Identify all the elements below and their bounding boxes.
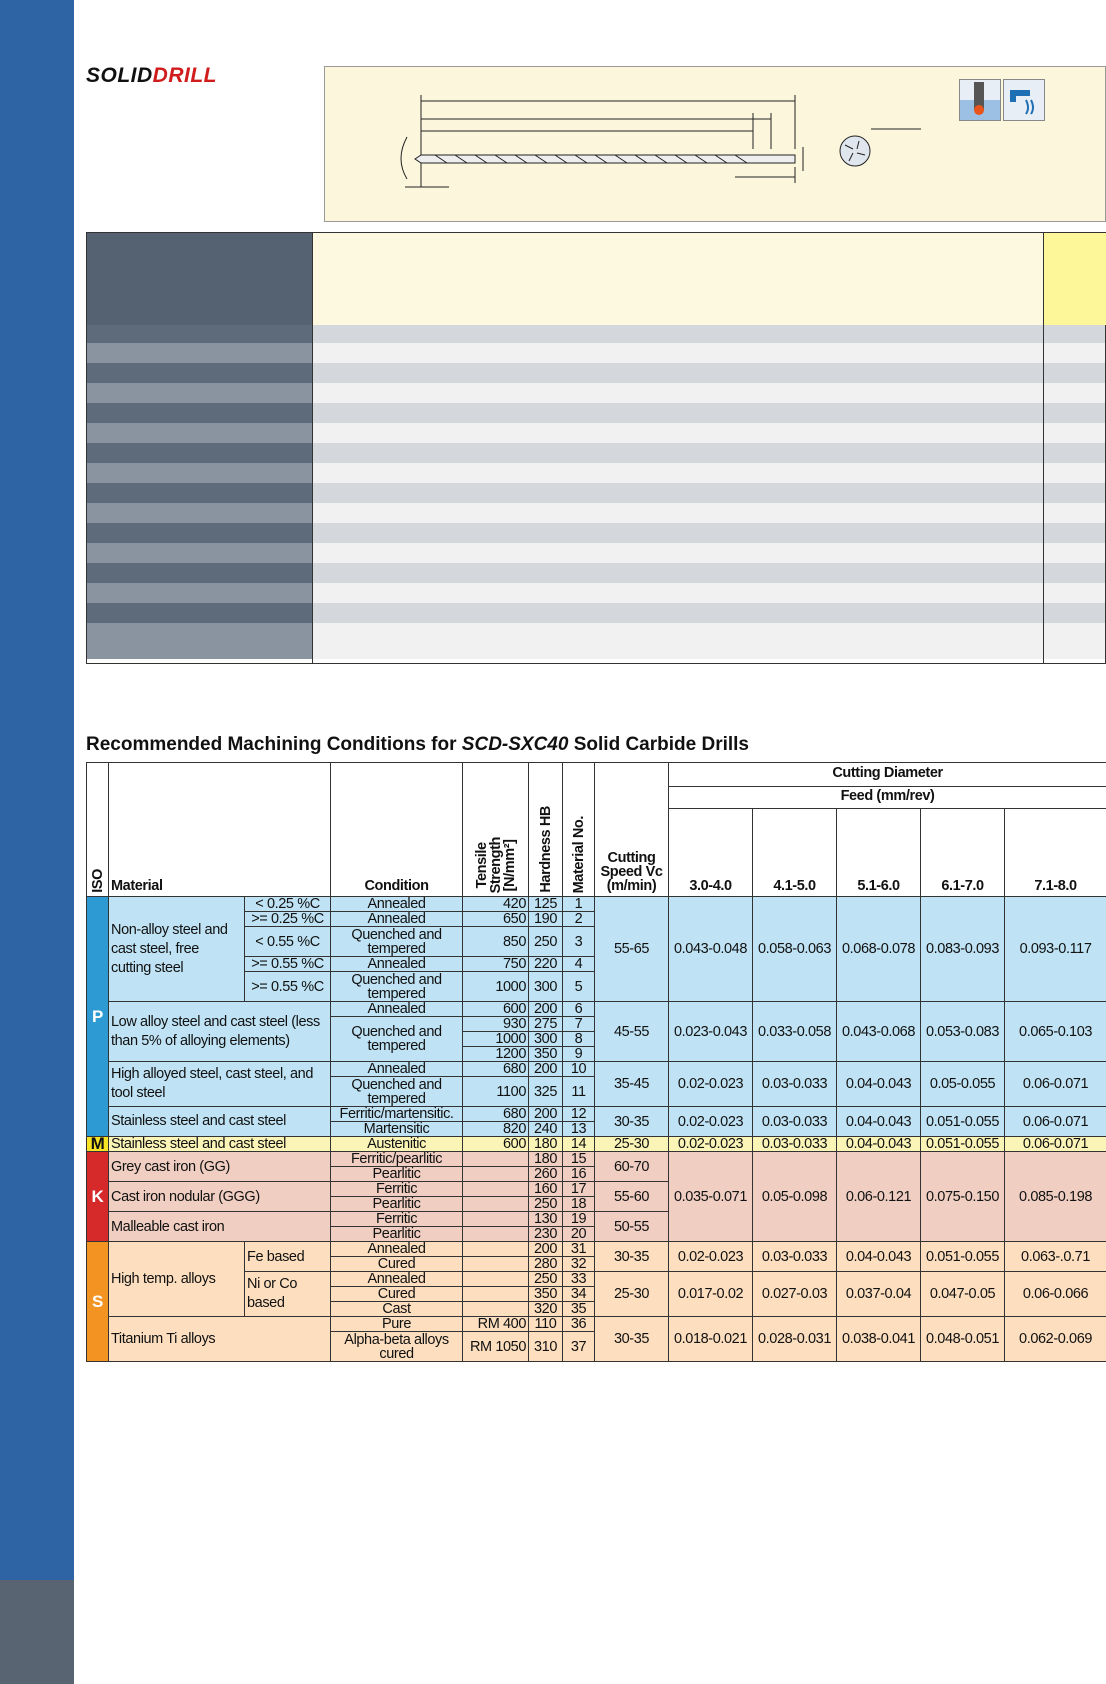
condition-cell: Annealed bbox=[331, 957, 463, 972]
condition-cell: Pearlitic bbox=[331, 1167, 463, 1182]
iso-group-s: S bbox=[87, 1242, 109, 1362]
header-condition: Condition bbox=[331, 763, 463, 897]
header-diameter-5: 7.1-8.0 bbox=[1005, 809, 1106, 897]
material-no-cell: 9 bbox=[563, 1047, 595, 1062]
condition-cell: Annealed bbox=[331, 912, 463, 927]
spec-table-row bbox=[87, 403, 1105, 423]
feed-cell: 0.03-0.033 bbox=[753, 1107, 837, 1137]
tensile-cell: 1000 bbox=[463, 972, 529, 1002]
feed-cell: 0.043-0.048 bbox=[669, 897, 753, 1002]
condition-cell: Annealed bbox=[331, 1062, 463, 1077]
material-no-cell: 17 bbox=[563, 1182, 595, 1197]
cutting-speed-cell: 55-65 bbox=[595, 897, 669, 1002]
side-footer-band bbox=[0, 1580, 74, 1684]
material-titanium-alloys: Titanium Ti alloys bbox=[109, 1317, 331, 1362]
material-no-cell: 16 bbox=[563, 1167, 595, 1182]
hardness-cell: 320 bbox=[529, 1302, 563, 1317]
header-diameter-2: 4.1-5.0 bbox=[753, 809, 837, 897]
tensile-cell: 750 bbox=[463, 957, 529, 972]
tensile-cell bbox=[463, 1257, 529, 1272]
feed-cell: 0.05-0.055 bbox=[921, 1062, 1005, 1107]
spec-table-row bbox=[87, 483, 1105, 503]
feed-cell: 0.023-0.043 bbox=[669, 1002, 753, 1062]
hardness-cell: 275 bbox=[529, 1017, 563, 1032]
coolant-through-tool-icon bbox=[959, 79, 1001, 121]
condition-cell: Annealed bbox=[331, 1002, 463, 1017]
material-no-cell: 12 bbox=[563, 1107, 595, 1122]
table-row bbox=[87, 1317, 1106, 1332]
feed-cell: 0.06-0.071 bbox=[1005, 1137, 1106, 1152]
tensile-cell: 650 bbox=[463, 912, 529, 927]
condition-cell: Quenched and tempered bbox=[331, 927, 463, 957]
material-no-cell: 34 bbox=[563, 1287, 595, 1302]
material-malleable-cast-iron: Malleable cast iron bbox=[109, 1212, 331, 1242]
spec-table-row bbox=[87, 523, 1105, 543]
iso-group-m: M bbox=[87, 1137, 109, 1152]
tensile-cell: 930 bbox=[463, 1017, 529, 1032]
hardness-cell: 325 bbox=[529, 1077, 563, 1107]
feed-cell: 0.048-0.051 bbox=[921, 1317, 1005, 1362]
spec-header-left bbox=[87, 233, 312, 325]
tensile-cell: 850 bbox=[463, 927, 529, 957]
tensile-cell bbox=[463, 1152, 529, 1167]
cutting-speed-cell: 30-35 bbox=[595, 1242, 669, 1272]
feed-cell: 0.093-0.117 bbox=[1005, 897, 1106, 1002]
feed-cell: 0.018-0.021 bbox=[669, 1317, 753, 1362]
table-row bbox=[87, 1062, 1106, 1077]
specification-table-frame bbox=[86, 232, 1106, 664]
spec-header-middle bbox=[312, 233, 1043, 325]
condition-cell: Cured bbox=[331, 1257, 463, 1272]
material-stainless-austenitic: Stainless steel and cast steel bbox=[109, 1137, 331, 1152]
material-no-cell: 4 bbox=[563, 957, 595, 972]
tensile-cell: 1200 bbox=[463, 1047, 529, 1062]
hardness-cell: 200 bbox=[529, 1062, 563, 1077]
spec-header-right bbox=[1043, 233, 1106, 325]
spec-table-row bbox=[87, 325, 1105, 343]
condition-cell: Annealed bbox=[331, 897, 463, 912]
hardness-cell: 180 bbox=[529, 1152, 563, 1167]
cutting-speed-cell: 30-35 bbox=[595, 1107, 669, 1137]
condition-cell: Ferritic/martensitic. bbox=[331, 1107, 463, 1122]
material-nonalloy: Non-alloy steel and cast steel, free cutting steel bbox=[109, 897, 245, 1002]
hardness-cell: 350 bbox=[529, 1287, 563, 1302]
title-suffix: Solid Carbide Drills bbox=[568, 734, 749, 755]
feed-cell: 0.03-0.033 bbox=[753, 1137, 837, 1152]
side-color-band bbox=[0, 0, 74, 1580]
condition-cell: Ferritic bbox=[331, 1212, 463, 1227]
hardness-cell: 250 bbox=[529, 1272, 563, 1287]
material-no-cell: 18 bbox=[563, 1197, 595, 1212]
feed-cell: 0.038-0.041 bbox=[837, 1317, 921, 1362]
hardness-cell: 125 bbox=[529, 897, 563, 912]
feed-cell: 0.053-0.083 bbox=[921, 1002, 1005, 1062]
cutting-speed-cell: 25-30 bbox=[595, 1272, 669, 1317]
condition-cell: Pearlitic bbox=[331, 1197, 463, 1212]
cutting-speed-cell: 30-35 bbox=[595, 1317, 669, 1362]
title-product: SCD-SXC40 bbox=[461, 734, 569, 755]
cutting-speed-cell: 45-55 bbox=[595, 1002, 669, 1062]
feed-cell: 0.04-0.043 bbox=[837, 1137, 921, 1152]
tensile-cell bbox=[463, 1182, 529, 1197]
hardness-cell: 250 bbox=[529, 1197, 563, 1212]
material-no-cell: 11 bbox=[563, 1077, 595, 1107]
feed-cell: 0.027-0.03 bbox=[753, 1272, 837, 1317]
cutting-speed-cell: 50-55 bbox=[595, 1212, 669, 1242]
hardness-cell: 200 bbox=[529, 1107, 563, 1122]
spec-table-row bbox=[87, 503, 1105, 523]
hardness-cell: 110 bbox=[529, 1317, 563, 1332]
table-row bbox=[87, 1152, 1106, 1167]
material-no-cell: 8 bbox=[563, 1032, 595, 1047]
material-ni-co-based: Ni or Co based bbox=[245, 1272, 331, 1317]
feed-cell: 0.062-0.069 bbox=[1005, 1317, 1106, 1362]
feed-cell: 0.058-0.063 bbox=[753, 897, 837, 1002]
material-no-cell: 7 bbox=[563, 1017, 595, 1032]
material-no-cell: 32 bbox=[563, 1257, 595, 1272]
feed-cell: 0.075-0.150 bbox=[921, 1152, 1005, 1242]
feed-cell: 0.06-0.071 bbox=[1005, 1062, 1106, 1107]
condition-cell: Martensitic bbox=[331, 1122, 463, 1137]
spec-table-row bbox=[87, 363, 1105, 383]
material-no-cell: 3 bbox=[563, 927, 595, 957]
tensile-cell bbox=[463, 1272, 529, 1287]
spec-table-row bbox=[87, 343, 1105, 363]
feed-cell: 0.085-0.198 bbox=[1005, 1152, 1106, 1242]
material-no-cell: 5 bbox=[563, 972, 595, 1002]
header-feed: Feed (mm/rev) bbox=[669, 787, 1106, 809]
feed-cell: 0.047-0.05 bbox=[921, 1272, 1005, 1317]
coolant-external-icon bbox=[1003, 79, 1045, 121]
header-hardness: Hardness HB bbox=[529, 763, 563, 897]
feed-cell: 0.04-0.043 bbox=[837, 1242, 921, 1272]
material-no-cell: 33 bbox=[563, 1272, 595, 1287]
material-no-cell: 31 bbox=[563, 1242, 595, 1257]
spec-table-row bbox=[87, 443, 1105, 463]
feed-cell: 0.06-0.066 bbox=[1005, 1272, 1106, 1317]
table-row bbox=[87, 1242, 1106, 1257]
material-grey-cast-iron: Grey cast iron (GG) bbox=[109, 1152, 331, 1182]
hardness-cell: 260 bbox=[529, 1167, 563, 1182]
feed-cell: 0.068-0.078 bbox=[837, 897, 921, 1002]
tensile-cell bbox=[463, 1287, 529, 1302]
feed-cell: 0.035-0.071 bbox=[669, 1152, 753, 1242]
hardness-cell: 280 bbox=[529, 1257, 563, 1272]
feed-cell: 0.02-0.023 bbox=[669, 1107, 753, 1137]
condition-cell: Pearlitic bbox=[331, 1227, 463, 1242]
condition-cell: Cured bbox=[331, 1287, 463, 1302]
carbon-content: >= 0.25 %C bbox=[245, 912, 331, 927]
brand-logo-part2: DRILL bbox=[152, 64, 217, 87]
hardness-cell: 220 bbox=[529, 957, 563, 972]
hardness-cell: 240 bbox=[529, 1122, 563, 1137]
spec-table-row bbox=[87, 603, 1105, 623]
header-cutting-diameter: Cutting Diameter bbox=[669, 763, 1106, 787]
carbon-content: >= 0.55 %C bbox=[245, 957, 331, 972]
feed-cell: 0.017-0.02 bbox=[669, 1272, 753, 1317]
material-no-cell: 13 bbox=[563, 1122, 595, 1137]
feed-cell: 0.04-0.043 bbox=[837, 1062, 921, 1107]
tensile-cell: RM 1050 bbox=[463, 1332, 529, 1362]
condition-cell: Quenched and tempered bbox=[331, 1017, 463, 1062]
machining-conditions-table bbox=[86, 762, 1106, 1362]
feed-cell: 0.043-0.068 bbox=[837, 1002, 921, 1062]
condition-cell: Quenched and tempered bbox=[331, 1077, 463, 1107]
hardness-cell: 160 bbox=[529, 1182, 563, 1197]
page-title bbox=[86, 734, 749, 756]
tensile-cell bbox=[463, 1212, 529, 1227]
feed-cell: 0.02-0.023 bbox=[669, 1242, 753, 1272]
brand-logo-part1: SOLID bbox=[86, 64, 153, 87]
header-cutting-speed: Cutting Speed Vc (m/min) bbox=[595, 763, 669, 897]
brand-logo bbox=[86, 64, 217, 88]
tensile-cell: 680 bbox=[463, 1107, 529, 1122]
material-nodular-cast-iron: Cast iron nodular (GGG) bbox=[109, 1182, 331, 1212]
material-no-cell: 14 bbox=[563, 1137, 595, 1152]
condition-cell: Austenitic bbox=[331, 1137, 463, 1152]
material-no-cell: 15 bbox=[563, 1152, 595, 1167]
material-fe-based: Fe based bbox=[245, 1242, 331, 1272]
cutting-speed-cell: 25-30 bbox=[595, 1137, 669, 1152]
hardness-cell: 190 bbox=[529, 912, 563, 927]
table-row bbox=[87, 1137, 1106, 1152]
feed-cell: 0.03-0.033 bbox=[753, 1062, 837, 1107]
header-diameter-1: 3.0-4.0 bbox=[669, 809, 753, 897]
feed-cell: 0.051-0.055 bbox=[921, 1242, 1005, 1272]
header-diameter-3: 5.1-6.0 bbox=[837, 809, 921, 897]
hardness-cell: 200 bbox=[529, 1002, 563, 1017]
condition-cell: Ferritic bbox=[331, 1182, 463, 1197]
tensile-cell bbox=[463, 1302, 529, 1317]
hardness-cell: 350 bbox=[529, 1047, 563, 1062]
condition-cell: Quenched and tempered bbox=[331, 972, 463, 1002]
feed-cell: 0.051-0.055 bbox=[921, 1107, 1005, 1137]
feed-cell: 0.083-0.093 bbox=[921, 897, 1005, 1002]
spec-table-row bbox=[87, 563, 1105, 583]
feed-cell: 0.03-0.033 bbox=[753, 1242, 837, 1272]
material-no-cell: 37 bbox=[563, 1332, 595, 1362]
spec-table-row bbox=[87, 623, 1105, 659]
material-no-cell: 36 bbox=[563, 1317, 595, 1332]
material-no-cell: 1 bbox=[563, 897, 595, 912]
condition-cell: Annealed bbox=[331, 1272, 463, 1287]
tensile-cell: 1000 bbox=[463, 1032, 529, 1047]
header-material-no: Material No. bbox=[563, 763, 595, 897]
feed-cell: 0.05-0.098 bbox=[753, 1152, 837, 1242]
feed-cell: 0.02-0.023 bbox=[669, 1062, 753, 1107]
iso-group-k: K bbox=[87, 1152, 109, 1242]
title-prefix: Recommended Machining Conditions for bbox=[86, 734, 462, 755]
tensile-cell: RM 400 bbox=[463, 1317, 529, 1332]
table-row bbox=[87, 1107, 1106, 1122]
feed-cell: 0.063-.0.71 bbox=[1005, 1242, 1106, 1272]
condition-cell: Cast bbox=[331, 1302, 463, 1317]
spec-table-row bbox=[87, 383, 1105, 403]
hardness-cell: 200 bbox=[529, 1242, 563, 1257]
cutting-speed-cell: 35-45 bbox=[595, 1062, 669, 1107]
material-no-cell: 2 bbox=[563, 912, 595, 927]
cutting-speed-cell: 60-70 bbox=[595, 1152, 669, 1182]
spec-table-row bbox=[87, 543, 1105, 563]
condition-cell: Pure bbox=[331, 1317, 463, 1332]
tensile-cell: 1100 bbox=[463, 1077, 529, 1107]
table-row bbox=[87, 897, 1106, 912]
material-highalloy: High alloyed steel, cast steel, and tool steel bbox=[109, 1062, 331, 1107]
condition-cell: Alpha-beta alloys cured bbox=[331, 1332, 463, 1362]
feed-cell: 0.02-0.023 bbox=[669, 1137, 753, 1152]
tensile-cell: 820 bbox=[463, 1122, 529, 1137]
material-no-cell: 35 bbox=[563, 1302, 595, 1317]
header-iso: ISO bbox=[87, 763, 109, 897]
tensile-cell: 600 bbox=[463, 1137, 529, 1152]
feed-cell: 0.033-0.058 bbox=[753, 1002, 837, 1062]
hardness-cell: 250 bbox=[529, 927, 563, 957]
material-no-cell: 20 bbox=[563, 1227, 595, 1242]
material-lowalloy: Low alloy steel and cast steel (less than 5% of alloying elements) bbox=[109, 1002, 331, 1062]
hardness-cell: 130 bbox=[529, 1212, 563, 1227]
feed-cell: 0.051-0.055 bbox=[921, 1137, 1005, 1152]
tensile-cell: 680 bbox=[463, 1062, 529, 1077]
tensile-cell bbox=[463, 1197, 529, 1212]
material-no-cell: 10 bbox=[563, 1062, 595, 1077]
header-material: Material bbox=[109, 763, 331, 897]
feed-cell: 0.065-0.103 bbox=[1005, 1002, 1106, 1062]
carbon-content: < 0.25 %C bbox=[245, 897, 331, 912]
feed-cell: 0.037-0.04 bbox=[837, 1272, 921, 1317]
hardness-cell: 300 bbox=[529, 1032, 563, 1047]
header-tensile-strength: Tensile Strength [N/mm²] bbox=[463, 763, 529, 897]
material-high-temp-alloys: High temp. alloys bbox=[109, 1242, 245, 1317]
hardness-cell: 300 bbox=[529, 972, 563, 1002]
condition-cell: Ferritic/pearlitic bbox=[331, 1152, 463, 1167]
material-no-cell: 19 bbox=[563, 1212, 595, 1227]
tensile-cell: 420 bbox=[463, 897, 529, 912]
spec-table-row bbox=[87, 463, 1105, 483]
tensile-cell bbox=[463, 1242, 529, 1257]
table-row bbox=[87, 1002, 1106, 1017]
header-diameter-4: 6.1-7.0 bbox=[921, 809, 1005, 897]
tensile-cell: 600 bbox=[463, 1002, 529, 1017]
condition-cell: Annealed bbox=[331, 1242, 463, 1257]
feed-cell: 0.028-0.031 bbox=[753, 1317, 837, 1362]
hardness-cell: 180 bbox=[529, 1137, 563, 1152]
feed-cell: 0.06-0.121 bbox=[837, 1152, 921, 1242]
hardness-cell: 230 bbox=[529, 1227, 563, 1242]
carbon-content: < 0.55 %C bbox=[245, 927, 331, 957]
material-stainless: Stainless steel and cast steel bbox=[109, 1107, 331, 1137]
iso-group-p: P bbox=[87, 897, 109, 1137]
spec-table-row bbox=[87, 583, 1105, 603]
material-no-cell: 6 bbox=[563, 1002, 595, 1017]
tensile-cell bbox=[463, 1227, 529, 1242]
feed-cell: 0.06-0.071 bbox=[1005, 1107, 1106, 1137]
cutting-speed-cell: 55-60 bbox=[595, 1182, 669, 1212]
tensile-cell bbox=[463, 1167, 529, 1182]
hardness-cell: 310 bbox=[529, 1332, 563, 1362]
carbon-content: >= 0.55 %C bbox=[245, 972, 331, 1002]
drill-dimension-drawing bbox=[324, 66, 1106, 222]
feed-cell: 0.04-0.043 bbox=[837, 1107, 921, 1137]
spec-table-row bbox=[87, 423, 1105, 443]
